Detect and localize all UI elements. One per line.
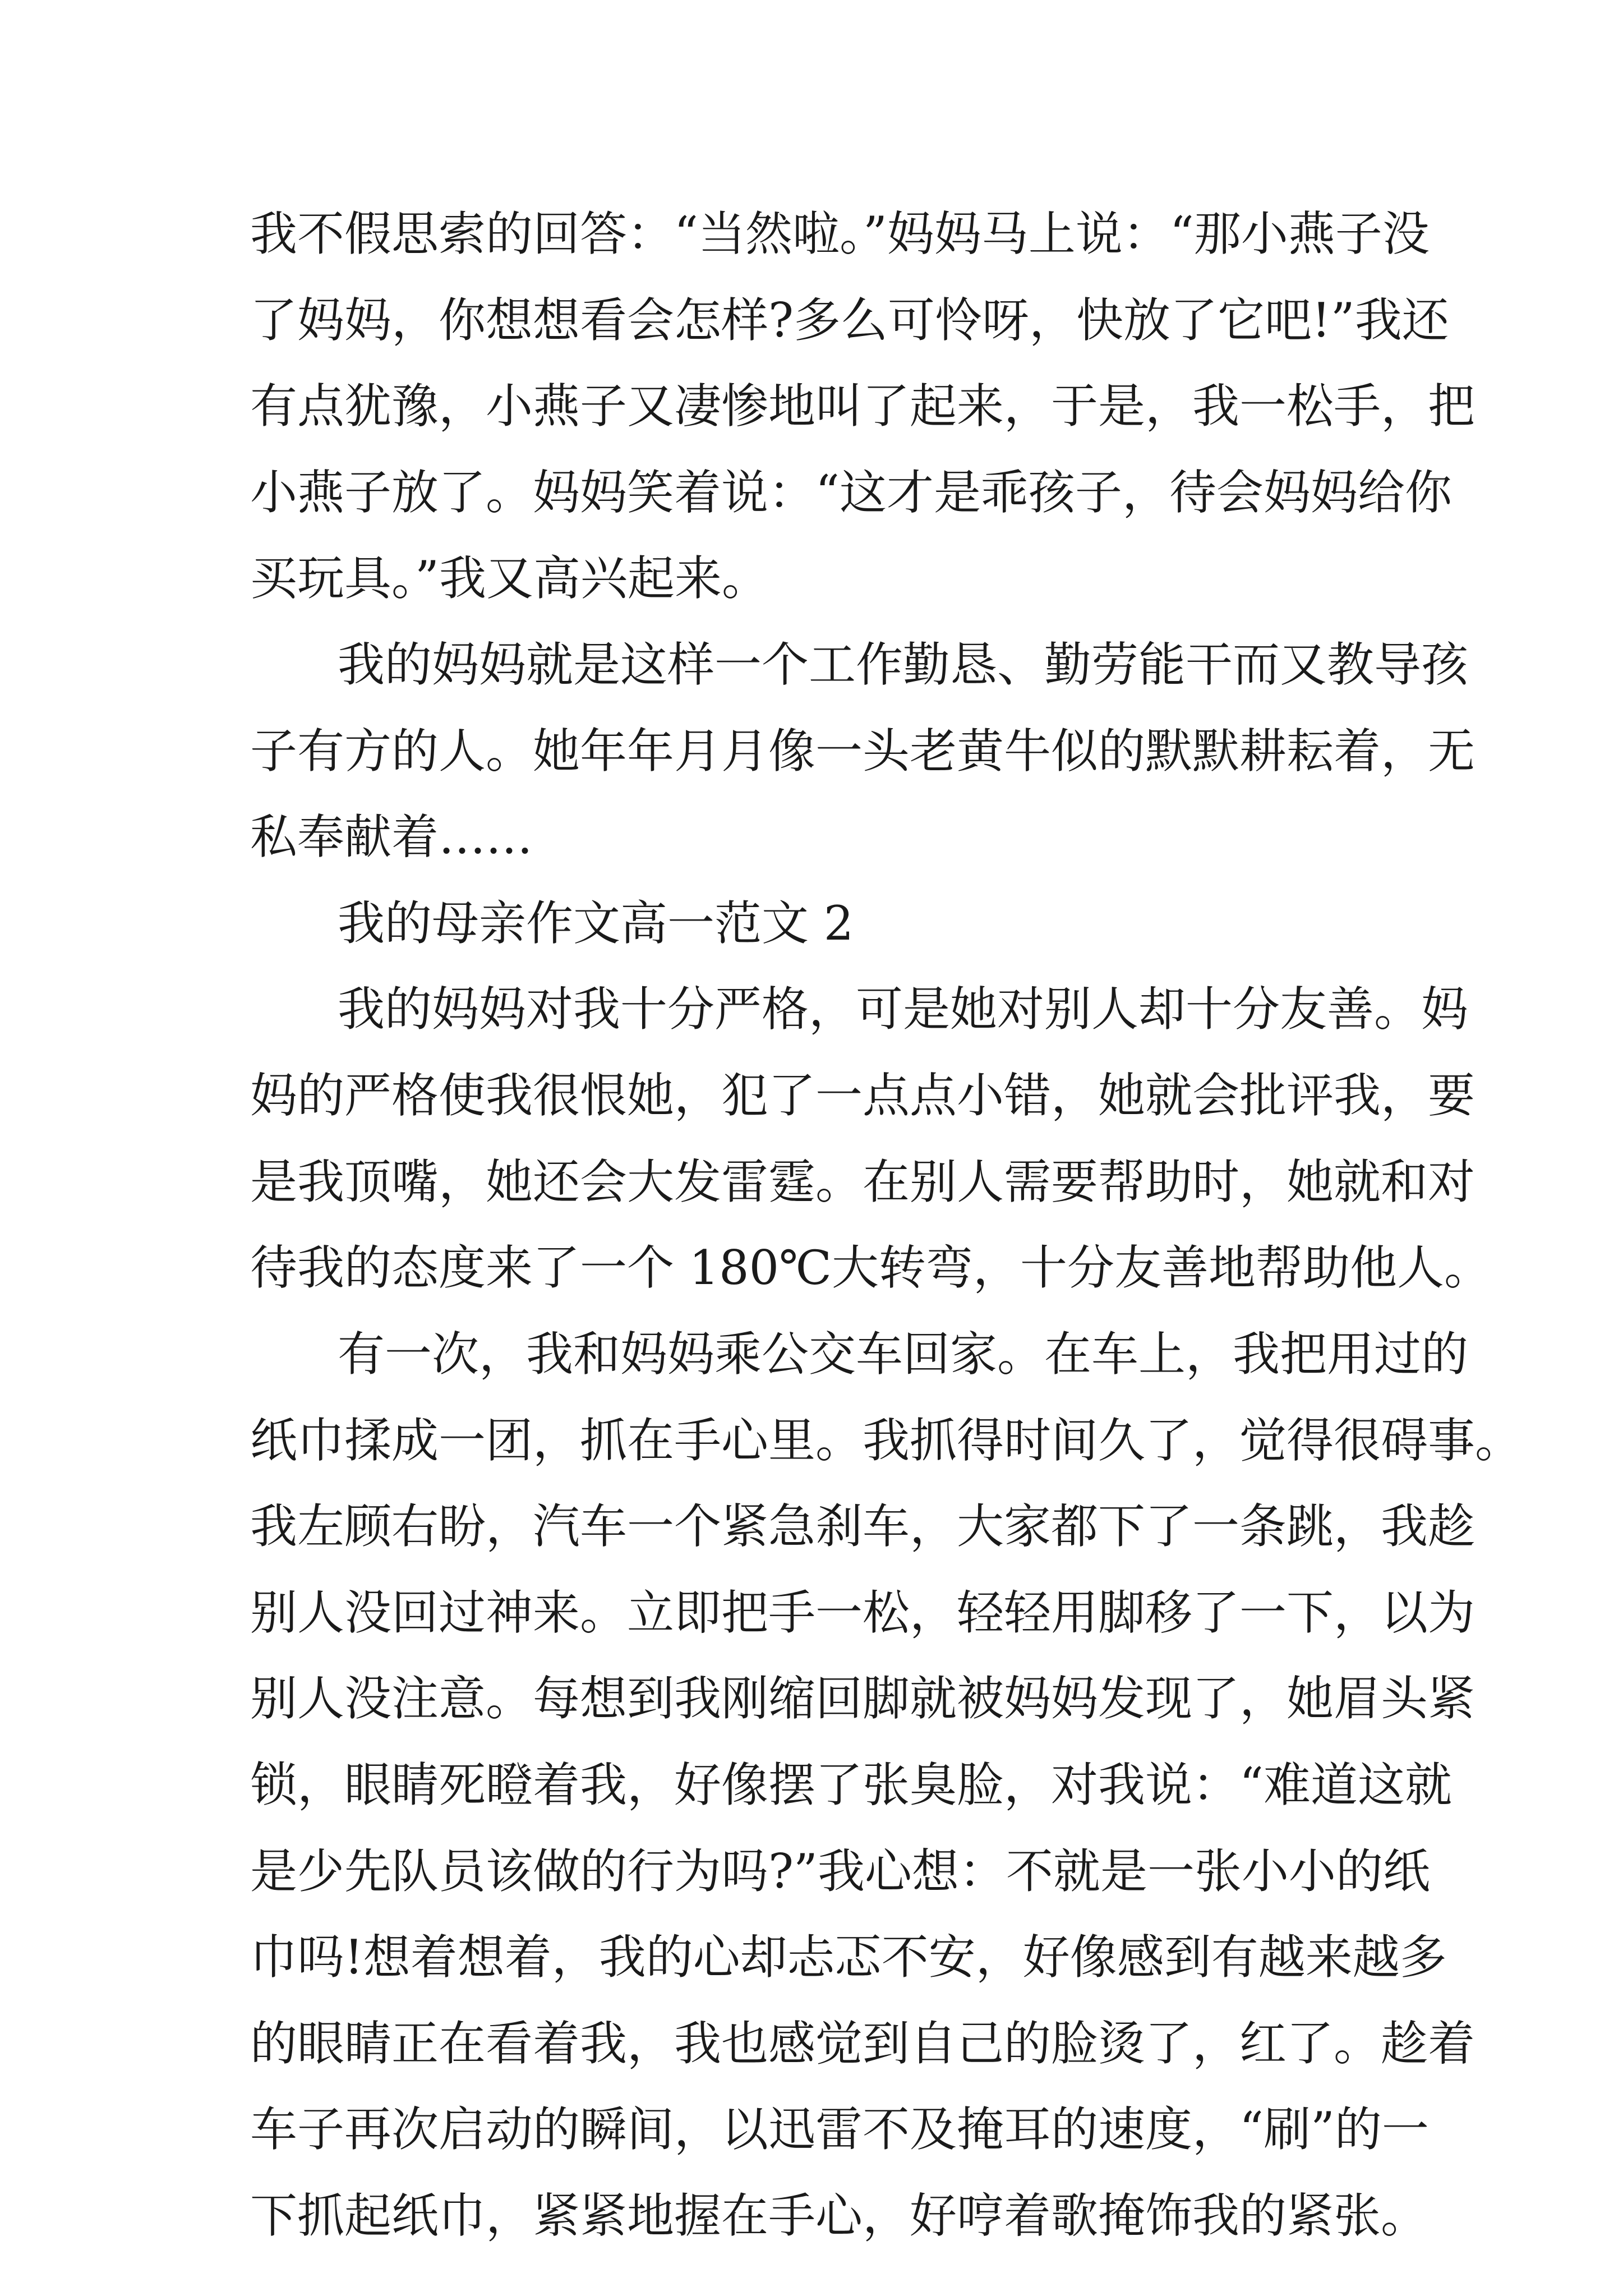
text-line: 待我的态度来了一个 180℃大转弯，十分友善地帮助他人。 bbox=[250, 1240, 1492, 1296]
paragraph-first-line: 我的妈妈就是这样一个工作勤恳、勤劳能干而又教导孩 bbox=[338, 637, 1469, 693]
text-line: 妈的严格使我很恨她，犯了一点点小错，她就会批评我，要 bbox=[250, 1068, 1476, 1124]
text-line: 我左顾右盼，汽车一个紧急刹车，大家都下了一条跳，我趁 bbox=[250, 1499, 1476, 1554]
text-line: 子有方的人。她年年月月像一头老黄牛似的默默耕耘着，无 bbox=[250, 723, 1476, 779]
text-line: 是我顶嘴，她还会大发雷霆。在别人需要帮助时，她就和对 bbox=[250, 1154, 1476, 1209]
text-line: 了妈妈，你想想看会怎样?多么可怜呀，快放了它吧!”我还 bbox=[250, 292, 1449, 348]
text-line: 买玩具。”我又高兴起来。 bbox=[250, 551, 769, 606]
text-line: 别人没回过神来。立即把手一松，轻轻用脚移了一下，以为 bbox=[250, 1585, 1476, 1640]
text-line: 我不假思索的回答：“当然啦。”妈妈马上说：“那小燕子没 bbox=[250, 206, 1430, 261]
text-line: 小燕子放了。妈妈笑着说：“这才是乖孩子，待会妈妈给你 bbox=[250, 464, 1452, 520]
text-line: 锁，眼睛死瞪着我，好像摆了张臭脸，对我说：“难道这就 bbox=[250, 1757, 1452, 1812]
text-line: 下抓起纸巾，紧紧地握在手心，好哼着歌掩饰我的紧张。 bbox=[250, 2188, 1428, 2243]
text-line: 纸巾揉成一团，抓在手心里。我抓得时间久了，觉得很碍事。 bbox=[250, 1412, 1523, 1468]
text-line: 私奉献着…… bbox=[250, 809, 533, 865]
paragraph-first-line: 有一次，我和妈妈乘公交车回家。在车上，我把用过的 bbox=[338, 1326, 1469, 1382]
text-line: 是少先队员该做的行为吗?”我心想：不就是一张小小的纸 bbox=[250, 1843, 1430, 1899]
text-line: 有点犹豫，小燕子又凄惨地叫了起来，于是，我一松手，把 bbox=[250, 379, 1476, 434]
text-line: 巾吗!想着想着，我的心却忐忑不安，好像感到有越来越多 bbox=[250, 1930, 1447, 1985]
paragraph-first-line: 我的妈妈对我十分严格，可是她对别人却十分友善。妈 bbox=[338, 982, 1469, 1037]
text-line: 的眼睛正在看着我，我也感觉到自己的脸烫了，红了。趁着 bbox=[250, 2016, 1476, 2071]
section-heading: 我的母亲作文高一范文 2 bbox=[338, 895, 854, 951]
text-line: 车子再次启动的瞬间，以迅雷不及掩耳的速度，“刷”的一 bbox=[250, 2102, 1429, 2157]
text-line: 别人没注意。每想到我刚缩回脚就被妈妈发现了，她眉头紧 bbox=[250, 1671, 1476, 1727]
